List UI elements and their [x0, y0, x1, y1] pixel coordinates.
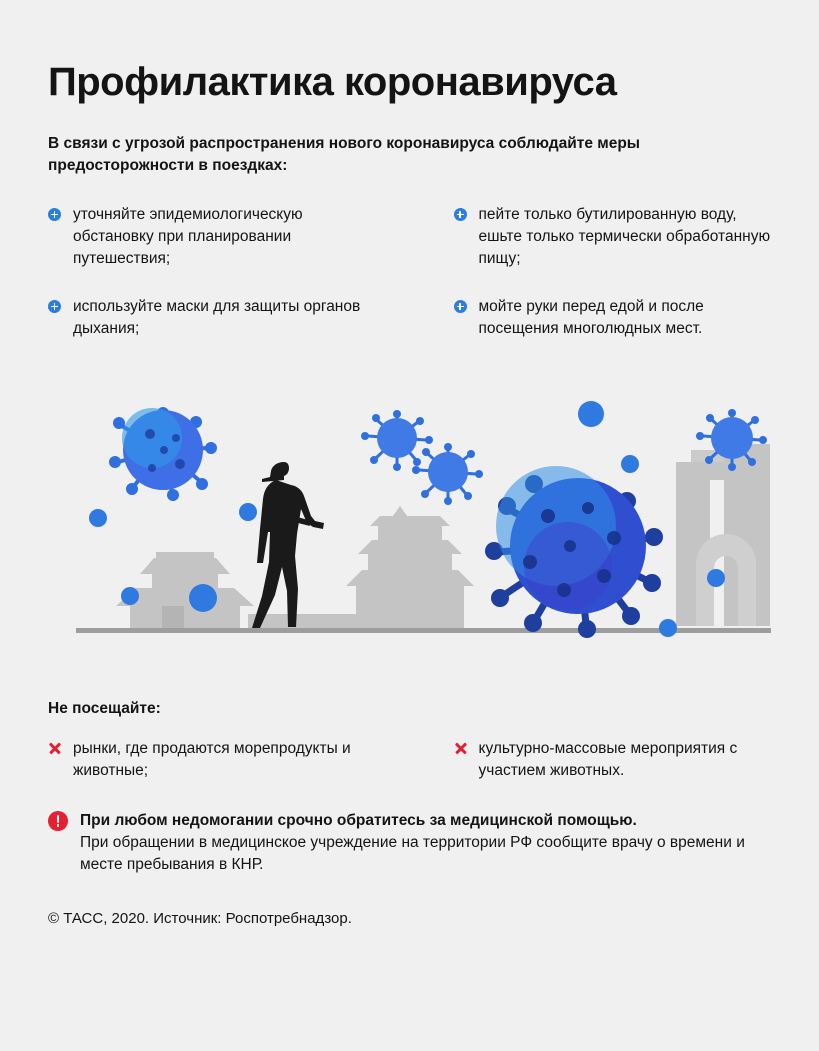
list-item [48, 204, 410, 270]
traveler-silhouette [252, 462, 324, 628]
avoid-text: культурно-массовые мероприятия с участием животных. [478, 739, 738, 779]
advice-text: мойте руки перед едой и после посещения многолюдных мест. [478, 297, 704, 337]
temple-shape [346, 506, 474, 628]
advice-text: уточняйте эпидемиологическую обстановку при планировании путешествия; [73, 205, 303, 267]
avoid-text: рынки, где продаются морепродукты и животные; [73, 739, 351, 779]
avoid-list [48, 738, 771, 782]
advice-list [48, 204, 771, 366]
warning-block [48, 810, 771, 876]
warning-body [80, 810, 771, 876]
list-item [454, 204, 772, 270]
list-item [48, 738, 410, 782]
plus-icon [454, 208, 467, 221]
skyline-shapes [676, 444, 770, 626]
advice-text: используйте маски для защиты органов дыхания; [73, 297, 361, 337]
list-item [454, 296, 772, 340]
plus-icon [454, 300, 467, 313]
virus-small-center [361, 410, 433, 471]
avoid-label: Не посещайте: [48, 699, 161, 717]
virus-small-mid [412, 443, 483, 505]
advice-column-right [410, 204, 772, 366]
cross-icon [48, 741, 62, 755]
avoid-column-left [48, 738, 410, 782]
credit-line: © ТАСС, 2020. Источник: Роспотребнадзор. [48, 909, 352, 927]
infographic-page [0, 27, 819, 1051]
plus-icon [48, 300, 61, 313]
warning-detail: При обращении в медицинское учреждение на территории РФ сообщите врачу о времени и месте пребывания в КНР. [80, 833, 745, 873]
virus-large [485, 466, 663, 638]
avoid-column-right [410, 738, 772, 782]
exclamation-icon [48, 811, 68, 831]
advice-text: пейте только бутилированную воду, ешьте только термически обработанную пищу; [478, 205, 771, 267]
illustration [48, 376, 771, 676]
list-item [48, 296, 410, 340]
warning-headline: При любом недомогании срочно обратитесь за медицинской помощью. [80, 811, 637, 829]
page-title: Профилактика коронавируса [48, 59, 617, 104]
cross-icon [454, 741, 468, 755]
intro-text: В связи с угрозой распространения нового коронавируса соблюдайте меры предосторожности в поездках: [48, 134, 641, 175]
advice-column-left [48, 204, 410, 366]
virus-medium-left [109, 407, 217, 501]
plus-icon [48, 208, 61, 221]
list-item [454, 738, 772, 782]
